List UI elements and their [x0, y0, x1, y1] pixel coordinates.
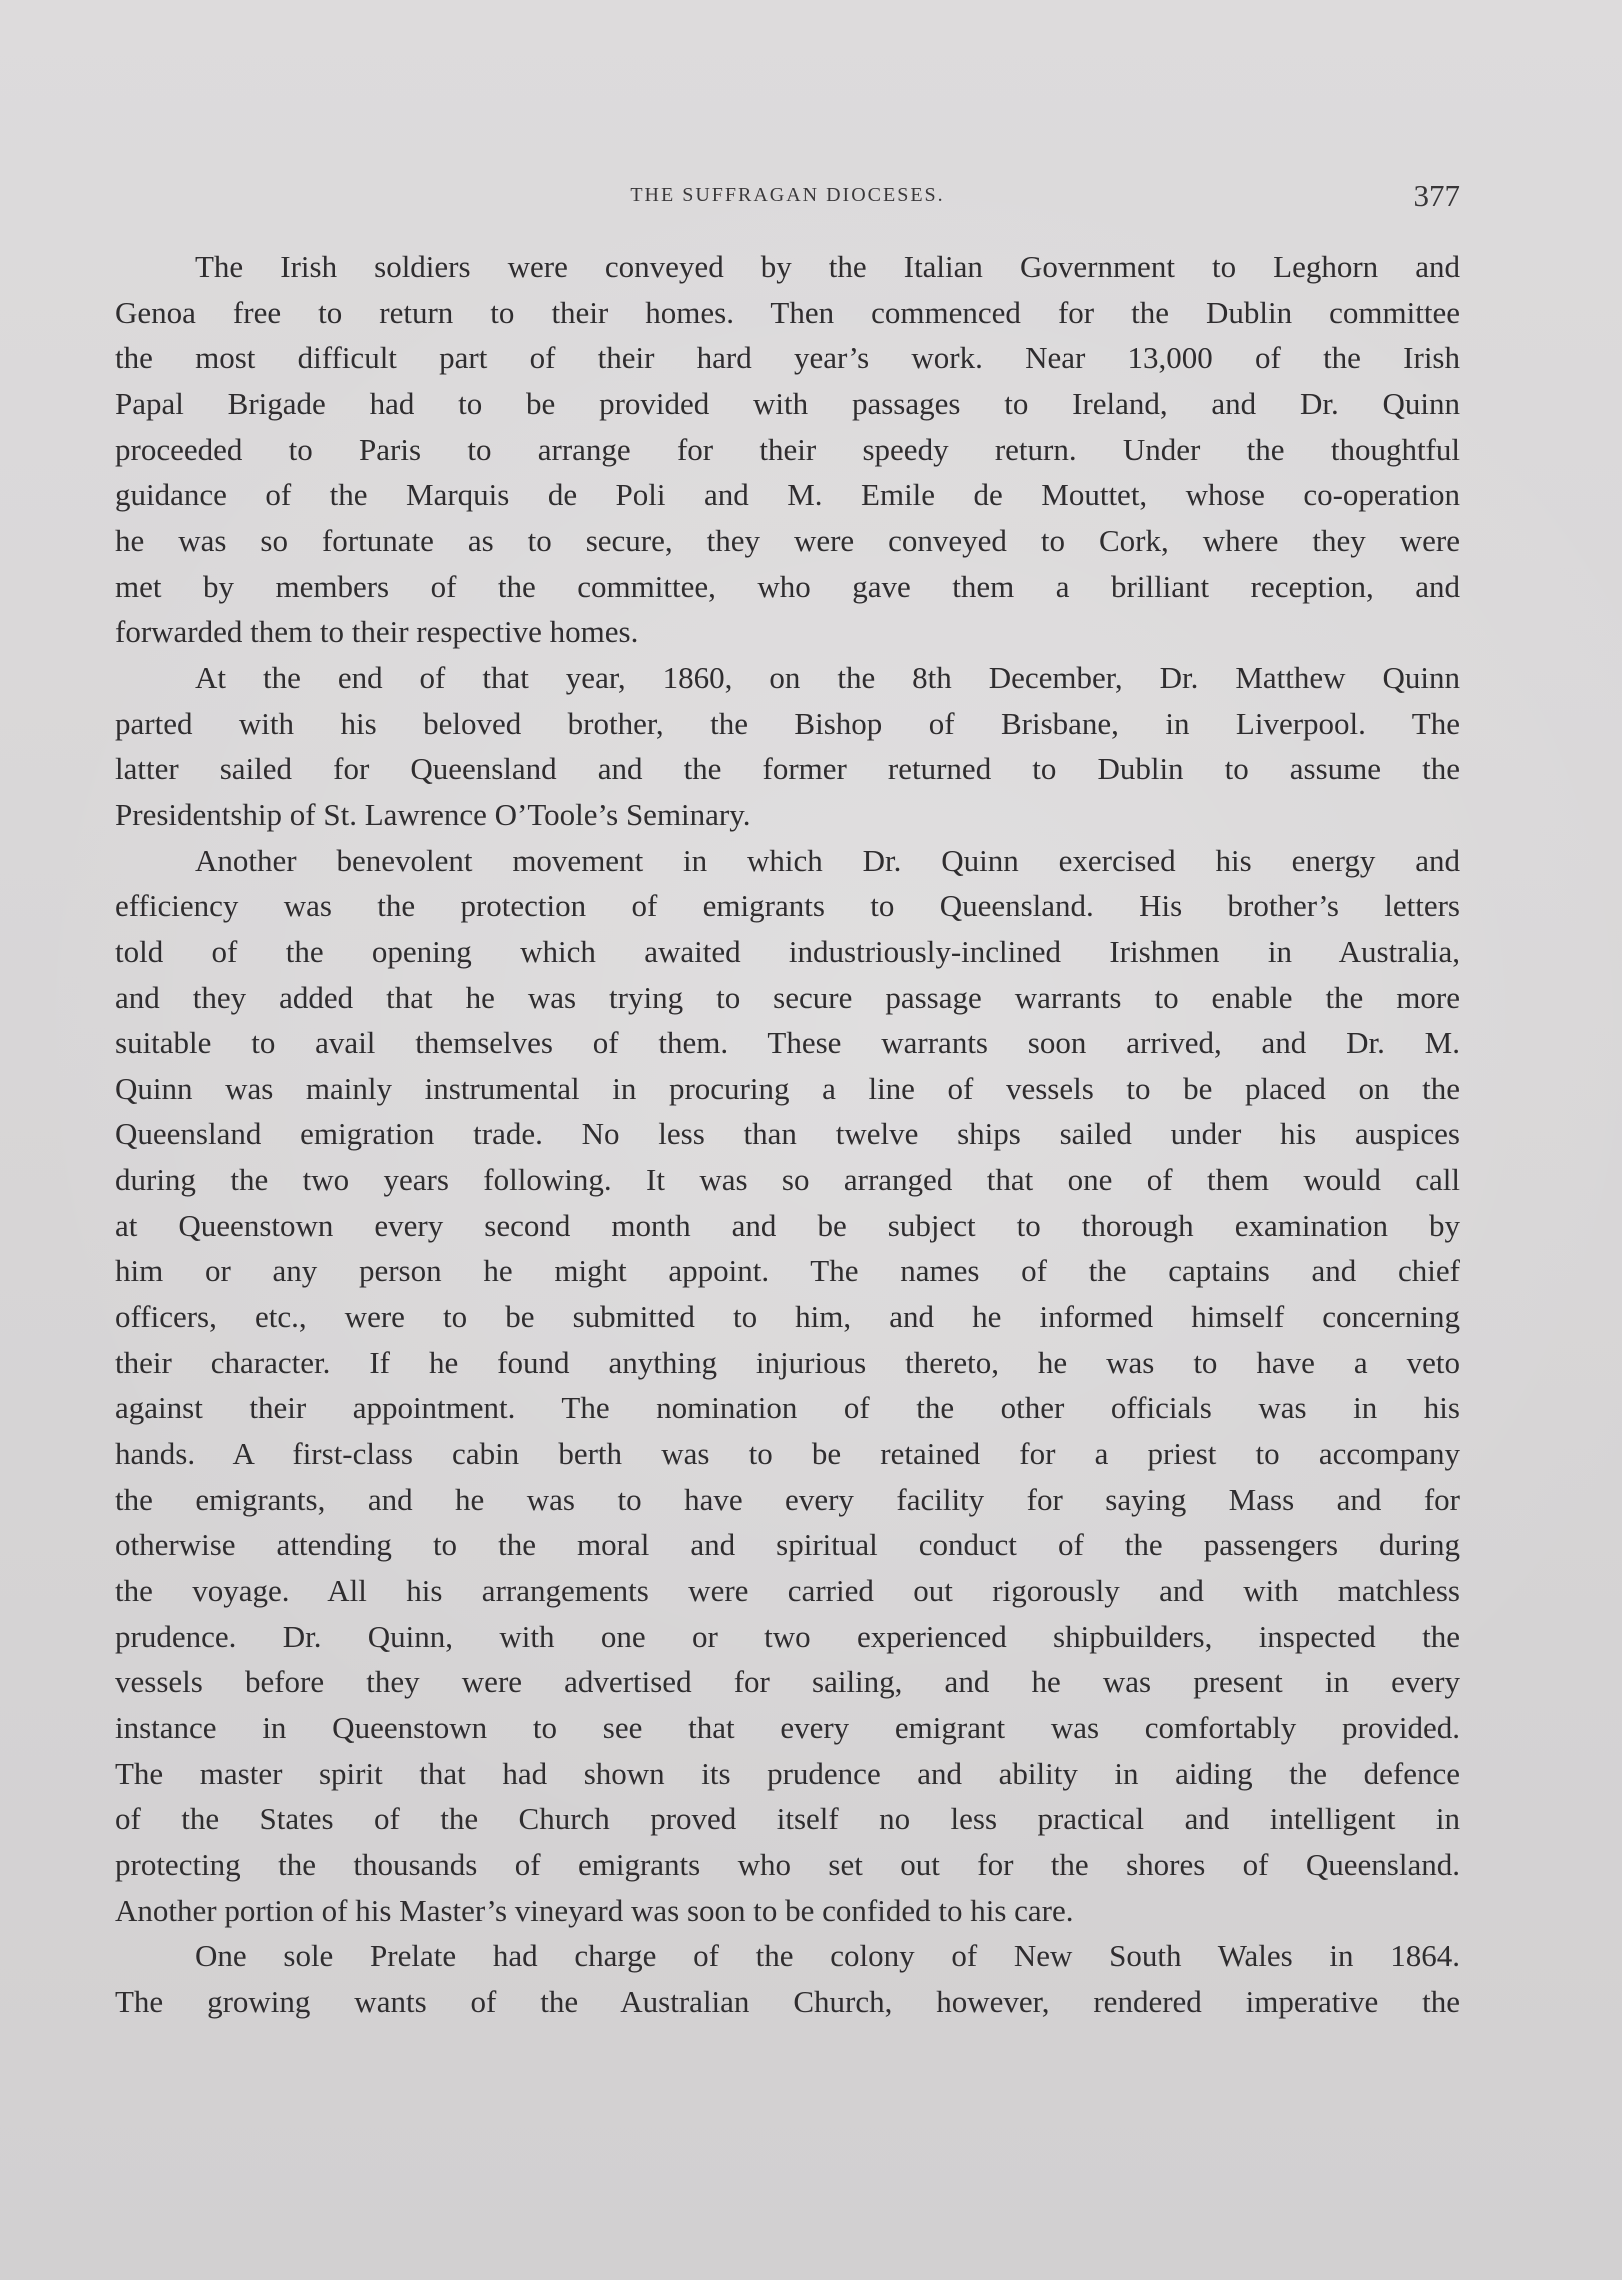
text-line: hands. A first-class cabin berth was to be retained for a priest to accompany: [115, 1436, 1460, 1472]
text-line: the most difficult part of their hard year’s work. Near 13,000 of the Irish: [115, 340, 1460, 376]
page-header: [115, 178, 1460, 218]
text-line: the emigrants, and he was to have every facility for saying Mass and for: [115, 1481, 1460, 1517]
text-line: otherwise attending to the moral and spiritual conduct of the passengers during: [115, 1527, 1460, 1563]
text-line: proceeded to Paris to arrange for their speedy return. Under the thoughtful: [115, 431, 1460, 467]
text-line: met by members of the committee, who gave them a brilliant reception, and: [115, 568, 1460, 604]
text-line: Quinn was mainly instrumental in procuring a line of vessels to be placed on the: [115, 1070, 1460, 1106]
text-line: Presidentship of St. Lawrence O’Toole’s Seminary.: [115, 796, 751, 832]
text-line: during the two years following. It was so arranged that one of them would call: [115, 1162, 1460, 1198]
text-line: One sole Prelate had charge of the colony of New South Wales in 1864.: [195, 1938, 1460, 1974]
text-line: At the end of that year, 1860, on the 8th December, Dr. Matthew Quinn: [195, 659, 1460, 695]
text-line: The Irish soldiers were conveyed by the Italian Government to Leghorn and: [195, 249, 1460, 284]
text-line: vessels before they were advertised for sailing, and he was present in every: [115, 1664, 1460, 1700]
running-title: THE SUFFRAGAN DIOCESES.: [630, 184, 945, 206]
text-line: their character. If he found anything injurious thereto, he was to have a veto: [115, 1344, 1460, 1380]
text-line: The growing wants of the Australian Church, however, rendered imperative the: [115, 1983, 1460, 2019]
body-text: [115, 244, 1460, 2025]
text-line: him or any person he might appoint. The names of the captains and chief: [115, 1253, 1460, 1289]
text-line: Another portion of his Master’s vineyard was soon to be confided to his care.: [115, 1892, 1074, 1928]
text-line: suitable to avail themselves of them. These warrants soon arrived, and Dr. M.: [115, 1025, 1460, 1061]
text-line: guidance of the Marquis de Poli and M. Emile de Mouttet, whose co-operation: [115, 477, 1460, 513]
text-line: of the States of the Church proved itself no less practical and intelligent in: [115, 1801, 1460, 1837]
text-line: prudence. Dr. Quinn, with one or two experienced shipbuilders, inspected the: [115, 1618, 1460, 1654]
text-line: and they added that he was trying to secure passage warrants to enable the more: [115, 979, 1460, 1015]
text-line: Papal Brigade had to be provided with passages to Ireland, and Dr. Quinn: [115, 385, 1460, 421]
text-line: instance in Queenstown to see that every emigrant was comfortably provided.: [115, 1710, 1460, 1745]
text-line: Queensland emigration trade. No less than twelve ships sailed under his auspices: [115, 1116, 1460, 1152]
text-line: officers, etc., were to be submitted to him, and he informed himself concerning: [115, 1299, 1460, 1335]
text-line: at Queenstown every second month and be subject to thorough examination by: [115, 1207, 1460, 1243]
text-line: against their appointment. The nomination of the other officials was in his: [115, 1390, 1460, 1426]
page-number: 377: [1413, 178, 1460, 213]
text-line: latter sailed for Queensland and the former returned to Dublin to assume the: [115, 751, 1460, 787]
text-line: efficiency was the protection of emigrants to Queensland. His brother’s letters: [115, 888, 1460, 924]
text-line: protecting the thousands of emigrants who set out for the shores of Queensland.: [115, 1846, 1460, 1882]
text-line: forwarded them to their respective homes.: [115, 614, 639, 650]
text-line: he was so fortunate as to secure, they were conveyed to Cork, where they were: [115, 522, 1460, 558]
text-line: Genoa free to return to their homes. Then commenced for the Dublin committee: [115, 294, 1460, 330]
text-line: Another benevolent movement in which Dr. Quinn exercised his energy and: [195, 842, 1460, 878]
text-line: the voyage. All his arrangements were carried out rigorously and with matchless: [115, 1573, 1460, 1609]
text-line: told of the opening which awaited industriously-inclined Irishmen in Australia,: [115, 933, 1460, 969]
text-line: The master spirit that had shown its prudence and ability in aiding the defence: [115, 1755, 1460, 1791]
text-line: parted with his beloved brother, the Bishop of Brisbane, in Liverpool. The: [115, 705, 1460, 741]
